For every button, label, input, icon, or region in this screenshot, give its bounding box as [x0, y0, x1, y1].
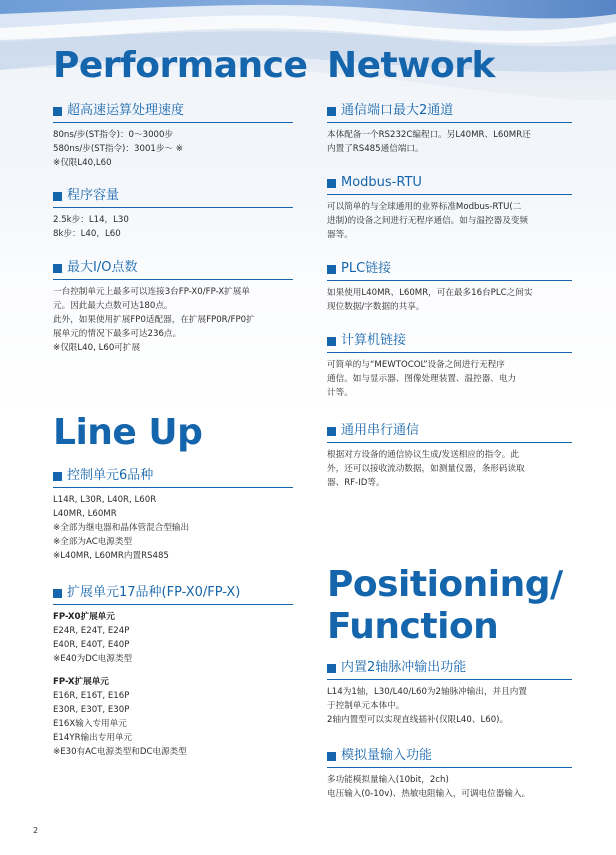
section-serial-comm — [327, 423, 572, 490]
body-line: 计等。 — [327, 388, 353, 398]
body-line: 进制)的设备之间进行无程序通信。如与温控器及变频 — [327, 216, 529, 226]
body-line: 于控制单元本体中。 — [327, 701, 405, 711]
body-line: ※仅限L40,L60 — [53, 158, 112, 168]
body-line: E16R, E16T, E16P — [53, 691, 130, 701]
section-computer-link — [327, 333, 572, 400]
body-line: 一台控制单元上最多可以连接3台FP-X0/FP-X扩展单 — [53, 287, 250, 297]
body-line: E40R, E40T, E40P — [53, 640, 130, 650]
square-bullet-icon — [53, 472, 62, 481]
performance-heading: Performance — [53, 45, 308, 86]
body-line: 器等。 — [327, 230, 353, 240]
body-line: 现位数据/字数据的共享。 — [327, 302, 425, 312]
section-expansion-units — [53, 585, 293, 759]
section-title: 通信端口最大2通道 — [341, 103, 454, 118]
body-line: 2.5k步：L14，L30 — [53, 215, 129, 225]
square-bullet-icon — [327, 337, 336, 346]
body-line: 外，还可以接收流动数据，如测量仪器，条形码读取 — [327, 464, 525, 474]
section-title: 计算机链接 — [341, 333, 407, 348]
square-bullet-icon — [53, 107, 62, 116]
body-line: 可简单的与“MEWTOCOL”设备之间进行无程序 — [327, 360, 505, 370]
section-max-io — [53, 260, 293, 355]
body-line: 通信。如与显示器、图像处理装置、温控器、电力 — [327, 374, 517, 384]
square-bullet-icon — [327, 179, 336, 188]
section-title: 通用串行通信 — [341, 423, 420, 438]
body-line: ※仅限L40, L60可扩展 — [53, 343, 141, 353]
body-line: 可以简单的与全球通用的业界标准Modbus-RTU(二 — [327, 202, 522, 212]
body-line: E16X输入专用单元 — [53, 719, 127, 729]
section-title: 程序容量 — [67, 188, 120, 203]
network-heading: Network — [327, 45, 495, 86]
section-control-units — [53, 468, 293, 563]
body-line: 2轴内置型可以实现直线插补(仅限L40、L60)。 — [327, 715, 509, 725]
section-pulse-output — [327, 660, 572, 727]
square-bullet-icon — [327, 107, 336, 116]
lineup-heading: Line Up — [53, 412, 203, 453]
section-title: 最大I/O点数 — [67, 260, 138, 275]
body-line: ※L40MR, L60MR内置RS485 — [53, 551, 169, 561]
body-line: 此外，如果使用扩展FP0适配器，在扩展FP0R/FP0扩 — [53, 315, 255, 325]
square-bullet-icon — [327, 265, 336, 274]
positioning-heading-line1: Positioning/ — [327, 564, 563, 605]
square-bullet-icon — [327, 427, 336, 436]
body-line: ※E40为DC电源类型 — [53, 654, 133, 664]
section-title: 超高速运算处理速度 — [67, 103, 185, 118]
body-line: 根据对方设备的通信协议生成/发送相应的指令。此 — [327, 450, 519, 460]
square-bullet-icon — [53, 264, 62, 273]
body-line: ※全部为继电器和晶体管混合型输出 — [53, 523, 190, 533]
body-line: 元。因此最大点数可达180点。 — [53, 301, 173, 311]
section-title: Modbus-RTU — [341, 175, 422, 190]
body-line: E24R, E24T, E24P — [53, 626, 130, 636]
section-title: 模拟量输入功能 — [341, 748, 433, 763]
body-line: 器、RF-ID等。 — [327, 478, 385, 488]
body-line: 580ns/步(ST指令)：3001步～ ※ — [53, 144, 183, 154]
square-bullet-icon — [327, 664, 336, 673]
body-line: 80ns/步(ST指令)：0～3000步 — [53, 130, 174, 140]
subheading-fp-x0: FP-X0扩展单元 — [53, 612, 115, 622]
section-title: 内置2轴脉冲输出功能 — [341, 660, 467, 675]
square-bullet-icon — [53, 192, 62, 201]
body-line: L14R, L30R, L40R, L60R — [53, 495, 157, 505]
section-program-capacity — [53, 188, 293, 241]
body-line: 本体配备一个RS232C编程口。另L40MR、L60MR还 — [327, 130, 531, 140]
section-title: 扩展单元17品种(FP-X0/FP-X) — [67, 585, 241, 600]
section-comm-ports — [327, 103, 572, 156]
body-line: 8k步：L40，L60 — [53, 229, 121, 239]
body-line: E30R, E30T, E30P — [53, 705, 130, 715]
section-analog-input — [327, 748, 572, 801]
body-line: ※E30有AC电源类型和DC电源类型 — [53, 747, 187, 757]
square-bullet-icon — [327, 752, 336, 761]
square-bullet-icon — [53, 589, 62, 598]
body-line: E14YR输出专用单元 — [53, 733, 133, 743]
section-modbus-rtu — [327, 175, 572, 242]
body-line: 多功能模拟量输入(10bit，2ch) — [327, 775, 449, 785]
body-line: 内置了RS485通信端口。 — [327, 144, 424, 154]
body-line: ※全部为AC电源类型 — [53, 537, 133, 547]
positioning-heading-line2: Function — [327, 606, 499, 647]
body-line: 如果使用L40MR、L60MR，可在最多16台PLC之间实 — [327, 288, 533, 298]
page-number: 2 — [33, 826, 39, 835]
body-line: L14为1轴，L30/L40/L60为2轴脉冲输出，并且内置 — [327, 687, 527, 697]
body-line: L40MR, L60MR — [53, 509, 117, 519]
body-line: 展单元的情况下最多可达236点。 — [53, 329, 182, 339]
section-title: PLC链接 — [341, 261, 392, 276]
section-title: 控制单元6品种 — [67, 468, 154, 483]
subheading-fp-x: FP-X扩展单元 — [53, 677, 109, 687]
section-plc-link — [327, 261, 572, 314]
section-speed — [53, 103, 293, 170]
body-line: 电压输入(0-10v)、热敏电阻输入，可调电位器输入。 — [327, 789, 531, 799]
